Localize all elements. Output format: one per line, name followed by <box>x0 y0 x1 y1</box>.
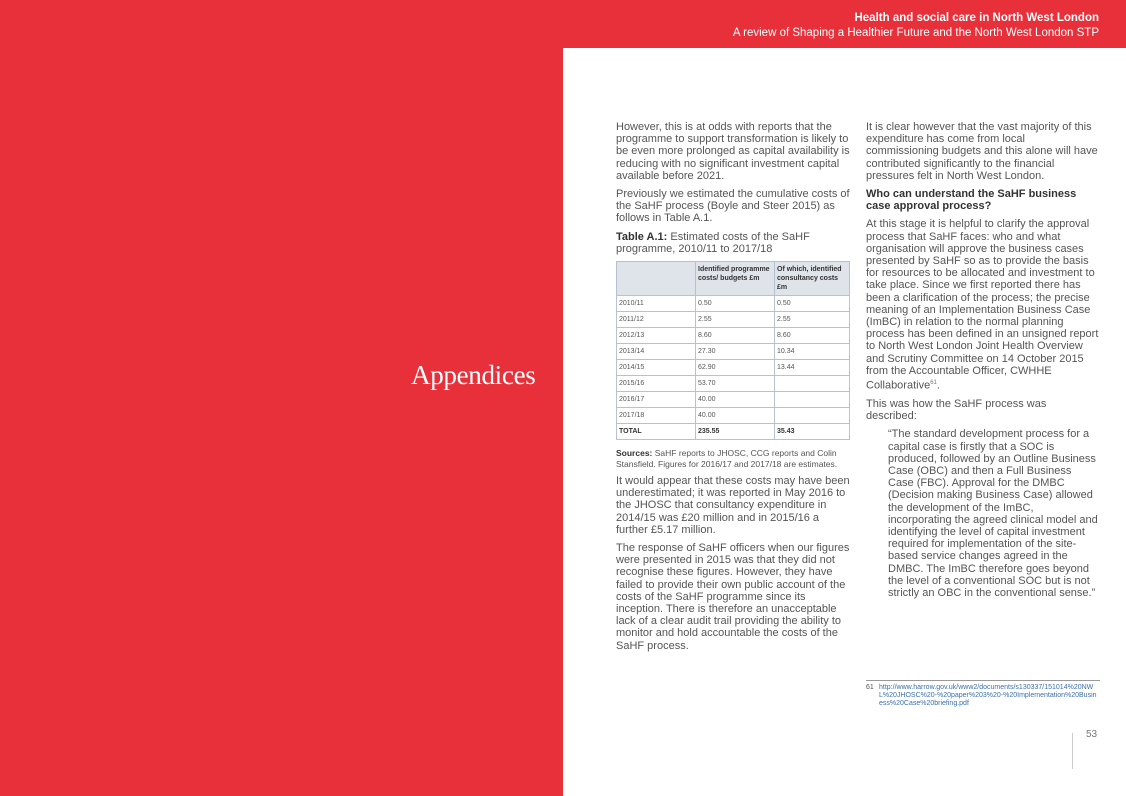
table-header-cell: Identified programme costs/ budgets £m <box>696 262 775 296</box>
table-cell: 2.55 <box>775 312 850 328</box>
page-number-rule <box>1072 733 1073 769</box>
footnote-ref[interactable]: 61 <box>930 380 937 387</box>
paragraph: It would appear that these costs may have been underestimated; it was reported in May 2016 to the JHOSC that consultancy expenditure in 2014/15 was £20 million and in 2015/16 a further £5.17 million. <box>616 475 850 536</box>
table-cell: 2010/11 <box>617 296 696 312</box>
table-cell: 35.43 <box>775 424 850 440</box>
paragraph: This was how the SaHF process was described: <box>866 397 1047 423</box>
table-sources <box>616 448 851 469</box>
table-cell: 0.50 <box>775 296 850 312</box>
subheading: Who can understand the SaHF business case approval process? <box>866 188 1077 213</box>
left-column <box>616 121 851 658</box>
table-header-row <box>617 262 850 296</box>
table-row <box>617 344 850 360</box>
table-row <box>617 392 850 408</box>
paragraph: It is clear however that the vast majority of this expenditure has come from local commissioning budgets and this alone will have contributed significantly to the financial pressures felt in North West London. <box>866 121 1098 182</box>
footnote-number: 61 <box>866 684 874 691</box>
table-cell: TOTAL <box>617 424 696 440</box>
table-row <box>617 376 850 392</box>
paragraph: The response of SaHF officers when our figures were presented in 2015 was that they did not recognise these figures. However, they have failed to provide their own public account of the costs of the SaHF programme since its inception. There is therefore an unacceptable lack of a clear audit trail providing the ability to monitor and hold accountable the costs of the SaHF process. <box>616 542 850 652</box>
table-row <box>617 328 850 344</box>
block-quote: “The standard development process for a capital case is firstly that a SOC is produced, followed by an Outline Business Case (OBC) and then a Full Business Case (FBC). Approval for the DMBC (Decision making Business Case) allowed the development of the ImBC, incorporating the agreed clinical model and identifying the level of capital investment required for implementation of the site-based service changes agreed in the DMBC. The ImBC therefore goes beyond the level of a conventional SOC but is not strictly an OBC in the conventional sense.” <box>888 428 1098 599</box>
table-caption-text: Estimated costs of the SaHF programme, 2010/11 to 2017/18 <box>616 230 810 255</box>
costs-table <box>616 261 850 440</box>
table-cell: 2014/15 <box>617 360 696 376</box>
table-cell: 62.90 <box>696 360 775 376</box>
footnote-link[interactable]: http://www.harrow.gov.uk/www2/documents/s130337/151014%20NWL%20JHOSC%20-%20paper%203%20-%20Implementation%20Business%20Case%20briefing.pdf <box>879 684 1097 707</box>
sources-label: Sources: <box>616 448 653 459</box>
running-header <box>733 11 1099 41</box>
table-row <box>617 296 850 312</box>
table-cell: 2016/17 <box>617 392 696 408</box>
table-caption-label: Table A.1: <box>616 230 668 243</box>
header-title: Health and social care in North West London <box>854 12 1099 24</box>
table-cell: 235.55 <box>696 424 775 440</box>
table-cell: 8.60 <box>775 328 850 344</box>
paragraph: Previously we estimated the cumulative costs of the SaHF process (Boyle and Steer 2015) as follows in Table A.1. <box>616 188 850 225</box>
table-cell: 2017/18 <box>617 408 696 424</box>
table-caption <box>616 231 851 255</box>
table-cell: 2.55 <box>696 312 775 328</box>
table-cell: 2011/12 <box>617 312 696 328</box>
document-page <box>563 48 1126 796</box>
table-cell: 0.50 <box>696 296 775 312</box>
table-cell: 13.44 <box>775 360 850 376</box>
table-cell <box>775 408 850 424</box>
table-row <box>617 360 850 376</box>
table-total-row <box>617 424 850 440</box>
table-cell: 2013/14 <box>617 344 696 360</box>
table-cell: 53.70 <box>696 376 775 392</box>
table-cell: 2012/13 <box>617 328 696 344</box>
table-row <box>617 408 850 424</box>
table-cell: 40.00 <box>696 392 775 408</box>
footnote <box>866 680 1100 708</box>
sources-text: SaHF reports to JHOSC, CCG reports and Colin Stansfield. Figures for 2016/17 and 2017/18 are estimates. <box>616 448 838 469</box>
page-number: 53 <box>1086 729 1098 740</box>
table-cell <box>775 376 850 392</box>
table-header-cell <box>617 262 696 296</box>
header-subtitle: A review of Shaping a Healthier Future and the North West London STP <box>732 27 1099 39</box>
paragraph <box>866 218 1100 392</box>
paragraph: However, this is at odds with reports that the programme to support transformation is likely to be even more prolonged as capital availability is reducing with no significant investment capital available before 2021. <box>616 121 850 182</box>
table-cell: 10.34 <box>775 344 850 360</box>
table-cell: 2015/16 <box>617 376 696 392</box>
right-column <box>866 121 1100 605</box>
paragraph-text: At this stage it is helpful to clarify the approval process that SaHF faces: who and what organisation will approve the business cases presented by SaHF so as to provide the basis for resources to be allocated and investment to take place. Since we first reported there has been a clarification of the process; the precise meaning of an Implementation Business Case (ImBC) in relation to the normal planning process has been defined in an unsigned report to North West London Joint Health Overview and Scrutiny Committee on 14 October 2015 from the Accountable Officer, CWHHE Collaborative <box>866 218 1099 392</box>
paragraph-end: . <box>936 379 940 392</box>
table-cell: 8.60 <box>696 328 775 344</box>
table-cell: 40.00 <box>696 408 775 424</box>
table-cell <box>775 392 850 408</box>
section-title: Appendices <box>411 360 536 390</box>
table-row <box>617 312 850 328</box>
table-header-cell: Of which, identified consultancy costs £m <box>775 262 850 296</box>
table-cell: 27.30 <box>696 344 775 360</box>
